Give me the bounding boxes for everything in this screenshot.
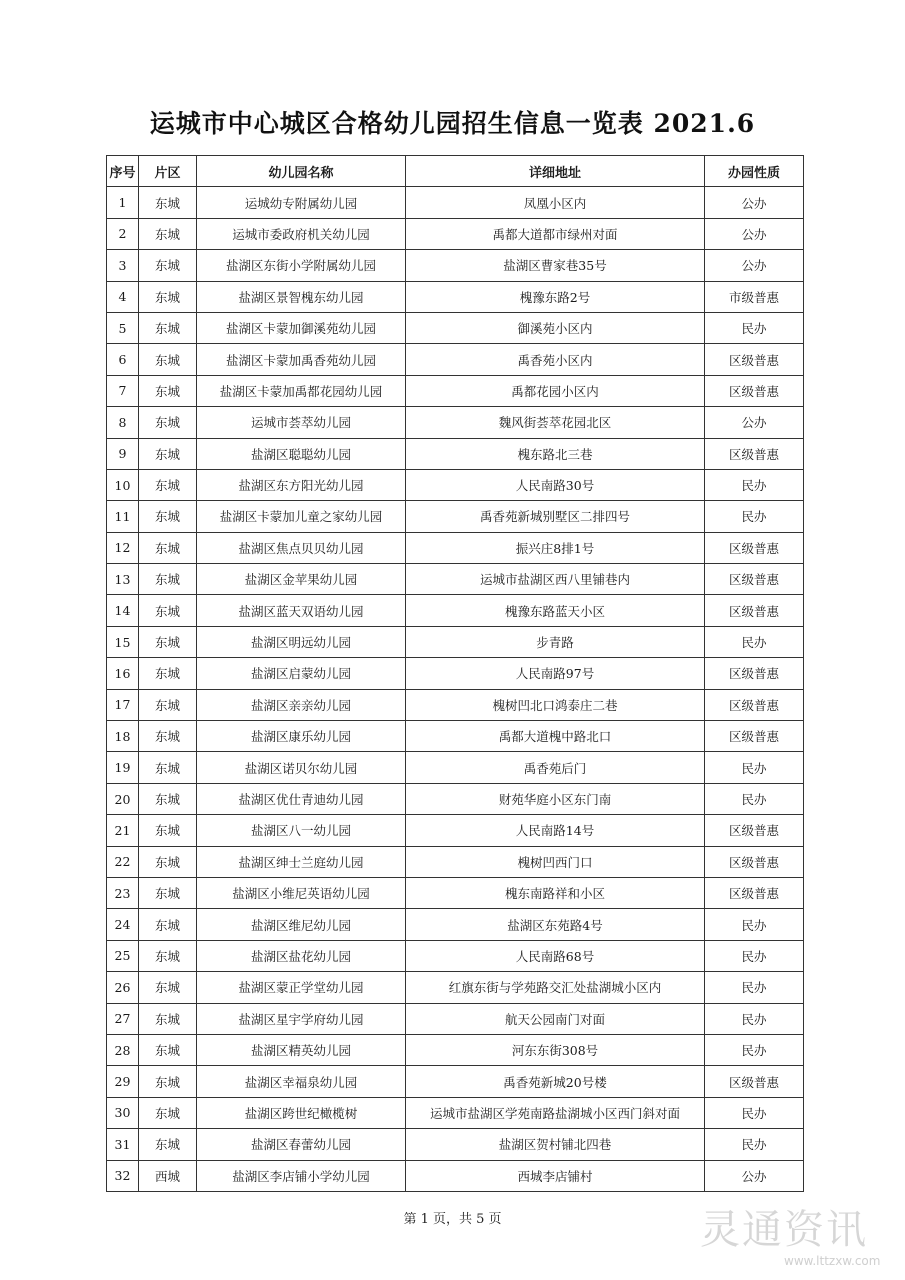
cell-district: 东城: [139, 721, 197, 752]
cell-kindergarten-name: 盐湖区焦点贝贝幼儿园: [197, 532, 406, 563]
table-header-row: [107, 156, 804, 187]
table-row: [107, 281, 804, 312]
table-row: [107, 187, 804, 218]
table-row: [107, 312, 804, 343]
cell-type: 民办: [705, 909, 804, 940]
cell-kindergarten-name: 盐湖区聪聪幼儿园: [197, 438, 406, 469]
cell-index: 20: [107, 783, 139, 814]
cell-index: 5: [107, 312, 139, 343]
header-address: 详细地址: [406, 156, 705, 187]
cell-district: 东城: [139, 877, 197, 908]
cell-index: 24: [107, 909, 139, 940]
cell-address: 步青路: [406, 626, 705, 657]
cell-type: 区级普惠: [705, 375, 804, 406]
cell-kindergarten-name: 盐湖区亲亲幼儿园: [197, 689, 406, 720]
cell-district: 东城: [139, 469, 197, 500]
cell-type: 区级普惠: [705, 658, 804, 689]
table-row: [107, 501, 804, 532]
cell-index: 6: [107, 344, 139, 375]
kindergarten-table: [106, 155, 804, 1192]
cell-index: 2: [107, 218, 139, 249]
cell-type: 区级普惠: [705, 564, 804, 595]
table-row: [107, 689, 804, 720]
page-title: 运城市中心城区合格幼儿园招生信息一览表 2021.6: [149, 109, 756, 138]
cell-district: 东城: [139, 281, 197, 312]
cell-district: 东城: [139, 312, 197, 343]
cell-type: 区级普惠: [705, 595, 804, 626]
cell-address: 槐东路北三巷: [406, 438, 705, 469]
cell-address: 人民南路97号: [406, 658, 705, 689]
cell-kindergarten-name: 盐湖区诺贝尔幼儿园: [197, 752, 406, 783]
table-row: [107, 218, 804, 249]
cell-type: 公办: [705, 187, 804, 218]
cell-district: 东城: [139, 940, 197, 971]
cell-index: 4: [107, 281, 139, 312]
table-row: [107, 1129, 804, 1160]
cell-type: 区级普惠: [705, 721, 804, 752]
cell-district: 东城: [139, 752, 197, 783]
cell-address: 航天公园南门对面: [406, 1003, 705, 1034]
cell-type: 公办: [705, 1160, 804, 1191]
cell-index: 17: [107, 689, 139, 720]
cell-address: 禹都大道槐中路北口: [406, 721, 705, 752]
cell-address: 禹都大道都市绿州对面: [406, 218, 705, 249]
cell-type: 区级普惠: [705, 877, 804, 908]
table-row: [107, 1034, 804, 1065]
cell-district: 东城: [139, 909, 197, 940]
cell-type: 民办: [705, 626, 804, 657]
cell-district: 西城: [139, 1160, 197, 1191]
cell-index: 12: [107, 532, 139, 563]
cell-address: 魏风街荟萃花园北区: [406, 407, 705, 438]
cell-type: 民办: [705, 1034, 804, 1065]
cell-type: 民办: [705, 1097, 804, 1128]
page-footer: 第 1 页，共 5 页: [403, 1212, 502, 1227]
cell-district: 东城: [139, 375, 197, 406]
cell-district: 东城: [139, 1034, 197, 1065]
cell-kindergarten-name: 盐湖区卡蒙加儿童之家幼儿园: [197, 501, 406, 532]
header-district: 片区: [139, 156, 197, 187]
cell-kindergarten-name: 盐湖区卡蒙加禹香苑幼儿园: [197, 344, 406, 375]
cell-district: 东城: [139, 1129, 197, 1160]
cell-address: 禹香苑后门: [406, 752, 705, 783]
cell-index: 30: [107, 1097, 139, 1128]
cell-index: 11: [107, 501, 139, 532]
cell-kindergarten-name: 盐湖区精英幼儿园: [197, 1034, 406, 1065]
table-body: [107, 187, 804, 1192]
cell-kindergarten-name: 运城市委政府机关幼儿园: [197, 218, 406, 249]
cell-kindergarten-name: 盐湖区东方阳光幼儿园: [197, 469, 406, 500]
table-row: [107, 752, 804, 783]
cell-index: 1: [107, 187, 139, 218]
cell-address: 禹香苑新城20号楼: [406, 1066, 705, 1097]
table-row: [107, 909, 804, 940]
cell-district: 东城: [139, 438, 197, 469]
cell-address: 红旗东街与学苑路交汇处盐湖城小区内: [406, 972, 705, 1003]
cell-address: 槐树凹北口鸿泰庄二巷: [406, 689, 705, 720]
table-row: [107, 407, 804, 438]
cell-address: 禹都花园小区内: [406, 375, 705, 406]
cell-address: 凤凰小区内: [406, 187, 705, 218]
cell-district: 东城: [139, 1003, 197, 1034]
cell-district: 东城: [139, 846, 197, 877]
cell-district: 东城: [139, 815, 197, 846]
cell-kindergarten-name: 盐湖区明远幼儿园: [197, 626, 406, 657]
cell-index: 3: [107, 250, 139, 281]
cell-address: 振兴庄8排1号: [406, 532, 705, 563]
cell-kindergarten-name: 盐湖区康乐幼儿园: [197, 721, 406, 752]
cell-district: 东城: [139, 1066, 197, 1097]
cell-type: 公办: [705, 407, 804, 438]
table-row: [107, 344, 804, 375]
cell-type: 民办: [705, 940, 804, 971]
cell-district: 东城: [139, 1097, 197, 1128]
table-row: [107, 658, 804, 689]
header-type: 办园性质: [705, 156, 804, 187]
cell-index: 13: [107, 564, 139, 595]
cell-district: 东城: [139, 532, 197, 563]
cell-address: 禹香苑小区内: [406, 344, 705, 375]
table-row: [107, 972, 804, 1003]
table-row: [107, 846, 804, 877]
cell-address: 盐湖区曹家巷35号: [406, 250, 705, 281]
cell-index: 28: [107, 1034, 139, 1065]
cell-type: 公办: [705, 218, 804, 249]
cell-address: 槐豫东路蓝天小区: [406, 595, 705, 626]
cell-address: 西城李店铺村: [406, 1160, 705, 1191]
table-row: [107, 1160, 804, 1191]
table-row: [107, 1066, 804, 1097]
cell-kindergarten-name: 盐湖区东街小学附属幼儿园: [197, 250, 406, 281]
cell-address: 财苑华庭小区东门南: [406, 783, 705, 814]
cell-district: 东城: [139, 626, 197, 657]
cell-kindergarten-name: 盐湖区八一幼儿园: [197, 815, 406, 846]
watermark-logo-text: 灵通资讯: [700, 1207, 868, 1253]
cell-address: 人民南路30号: [406, 469, 705, 500]
cell-type: 区级普惠: [705, 532, 804, 563]
cell-address: 人民南路68号: [406, 940, 705, 971]
cell-index: 26: [107, 972, 139, 1003]
cell-kindergarten-name: 盐湖区春蕾幼儿园: [197, 1129, 406, 1160]
cell-kindergarten-name: 盐湖区幸福泉幼儿园: [197, 1066, 406, 1097]
cell-kindergarten-name: 盐湖区金苹果幼儿园: [197, 564, 406, 595]
cell-index: 25: [107, 940, 139, 971]
cell-district: 东城: [139, 689, 197, 720]
cell-district: 东城: [139, 187, 197, 218]
cell-address: 槐树凹西门口: [406, 846, 705, 877]
cell-kindergarten-name: 运城幼专附属幼儿园: [197, 187, 406, 218]
cell-kindergarten-name: 盐湖区卡蒙加禹都花园幼儿园: [197, 375, 406, 406]
cell-index: 7: [107, 375, 139, 406]
cell-district: 东城: [139, 972, 197, 1003]
cell-type: 公办: [705, 250, 804, 281]
header-index: 序号: [107, 156, 139, 187]
cell-address: 槐东南路祥和小区: [406, 877, 705, 908]
cell-type: 民办: [705, 469, 804, 500]
cell-district: 东城: [139, 564, 197, 595]
cell-type: 民办: [705, 783, 804, 814]
cell-index: 31: [107, 1129, 139, 1160]
table-row: [107, 564, 804, 595]
cell-type: 区级普惠: [705, 344, 804, 375]
cell-kindergarten-name: 盐湖区卡蒙加御溪苑幼儿园: [197, 312, 406, 343]
cell-index: 9: [107, 438, 139, 469]
table-row: [107, 815, 804, 846]
table-row: [107, 940, 804, 971]
cell-type: 民办: [705, 752, 804, 783]
cell-district: 东城: [139, 595, 197, 626]
cell-address: 槐豫东路2号: [406, 281, 705, 312]
table-row: [107, 1003, 804, 1034]
cell-kindergarten-name: 盐湖区盐花幼儿园: [197, 940, 406, 971]
cell-kindergarten-name: 盐湖区绅士兰庭幼儿园: [197, 846, 406, 877]
cell-type: 区级普惠: [705, 689, 804, 720]
cell-type: 民办: [705, 1003, 804, 1034]
table-row: [107, 532, 804, 563]
cell-kindergarten-name: 盐湖区李店铺小学幼儿园: [197, 1160, 406, 1191]
cell-type: 民办: [705, 501, 804, 532]
cell-index: 27: [107, 1003, 139, 1034]
header-name: 幼儿园名称: [197, 156, 406, 187]
cell-address: 运城市盐湖区学苑南路盐湖城小区西门斜对面: [406, 1097, 705, 1128]
table-row: [107, 626, 804, 657]
table-row: [107, 469, 804, 500]
table-row: [107, 1097, 804, 1128]
cell-address: 禹香苑新城别墅区二排四号: [406, 501, 705, 532]
cell-type: 区级普惠: [705, 815, 804, 846]
table-row: [107, 721, 804, 752]
cell-index: 19: [107, 752, 139, 783]
cell-index: 32: [107, 1160, 139, 1191]
cell-index: 14: [107, 595, 139, 626]
table-row: [107, 595, 804, 626]
cell-district: 东城: [139, 250, 197, 281]
cell-index: 10: [107, 469, 139, 500]
table-row: [107, 438, 804, 469]
cell-type: 市级普惠: [705, 281, 804, 312]
table-row: [107, 250, 804, 281]
cell-district: 东城: [139, 218, 197, 249]
cell-index: 21: [107, 815, 139, 846]
table-row: [107, 375, 804, 406]
cell-address: 河东东街308号: [406, 1034, 705, 1065]
cell-type: 民办: [705, 1129, 804, 1160]
cell-index: 29: [107, 1066, 139, 1097]
cell-kindergarten-name: 运城市荟萃幼儿园: [197, 407, 406, 438]
cell-kindergarten-name: 盐湖区优仕青迪幼儿园: [197, 783, 406, 814]
cell-kindergarten-name: 盐湖区蓝天双语幼儿园: [197, 595, 406, 626]
cell-kindergarten-name: 盐湖区跨世纪橄榄树: [197, 1097, 406, 1128]
cell-kindergarten-name: 盐湖区启蒙幼儿园: [197, 658, 406, 689]
cell-district: 东城: [139, 783, 197, 814]
cell-district: 东城: [139, 658, 197, 689]
table-row: [107, 783, 804, 814]
cell-address: 盐湖区东苑路4号: [406, 909, 705, 940]
cell-kindergarten-name: 盐湖区蒙正学堂幼儿园: [197, 972, 406, 1003]
cell-type: 民办: [705, 972, 804, 1003]
cell-address: 人民南路14号: [406, 815, 705, 846]
cell-district: 东城: [139, 344, 197, 375]
cell-type: 区级普惠: [705, 1066, 804, 1097]
cell-kindergarten-name: 盐湖区小维尼英语幼儿园: [197, 877, 406, 908]
cell-type: 区级普惠: [705, 438, 804, 469]
cell-address: 御溪苑小区内: [406, 312, 705, 343]
cell-address: 运城市盐湖区西八里铺巷内: [406, 564, 705, 595]
cell-index: 23: [107, 877, 139, 908]
cell-index: 8: [107, 407, 139, 438]
cell-kindergarten-name: 盐湖区景智槐东幼儿园: [197, 281, 406, 312]
cell-district: 东城: [139, 501, 197, 532]
cell-type: 民办: [705, 312, 804, 343]
watermark-url: www.lttzxw.com: [784, 1254, 881, 1268]
cell-index: 18: [107, 721, 139, 752]
cell-index: 22: [107, 846, 139, 877]
cell-kindergarten-name: 盐湖区星宇学府幼儿园: [197, 1003, 406, 1034]
cell-type: 区级普惠: [705, 846, 804, 877]
table-row: [107, 877, 804, 908]
cell-kindergarten-name: 盐湖区维尼幼儿园: [197, 909, 406, 940]
cell-district: 东城: [139, 407, 197, 438]
cell-index: 15: [107, 626, 139, 657]
cell-index: 16: [107, 658, 139, 689]
cell-address: 盐湖区贺村铺北四巷: [406, 1129, 705, 1160]
